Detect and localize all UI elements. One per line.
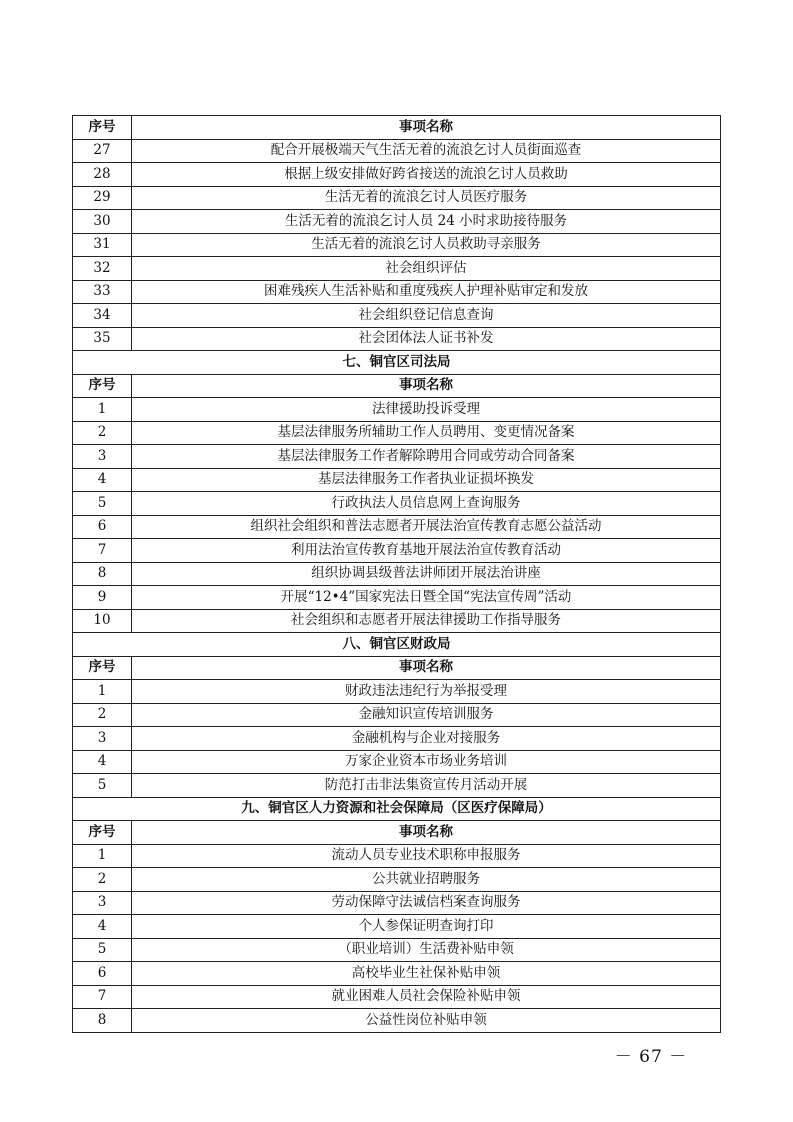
row-item-name: 利用法治宣传教育基地开展法治宣传教育活动: [132, 539, 721, 563]
row-number: 5: [73, 774, 132, 798]
services-table-body: [73, 116, 721, 1033]
row-item-name: 法律援助投诉受理: [132, 398, 721, 422]
table-row: [73, 774, 721, 798]
section-title: 七、铜官区司法局: [73, 351, 721, 375]
row-number: 27: [73, 139, 132, 163]
table-row: [73, 891, 721, 915]
row-item-name: 财政违法违纪行为举报受理: [132, 680, 721, 704]
row-item-name: 社会团体法人证书补发: [132, 327, 721, 351]
row-number: 6: [73, 515, 132, 539]
header-no: 序号: [73, 116, 132, 140]
table-row: [73, 727, 721, 751]
row-item-name: 万家企业资本市场业务培训: [132, 750, 721, 774]
row-number: 7: [73, 985, 132, 1009]
row-item-name: 就业困难人员社会保险补贴申领: [132, 985, 721, 1009]
row-item-name: 金融知识宣传培训服务: [132, 703, 721, 727]
header-name: 事项名称: [132, 656, 721, 680]
header-no: 序号: [73, 374, 132, 398]
row-item-name: 生活无着的流浪乞讨人员救助寻亲服务: [132, 233, 721, 257]
row-item-name: 配合开展极端天气生活无着的流浪乞讨人员街面巡查: [132, 139, 721, 163]
section-title-row: [73, 797, 721, 821]
section-title-row: [73, 351, 721, 375]
row-number: 7: [73, 539, 132, 563]
row-item-name: 流动人员专业技术职称申报服务: [132, 844, 721, 868]
table-row: [73, 868, 721, 892]
row-number: 32: [73, 257, 132, 281]
row-item-name: 困难残疾人生活补贴和重度残疾人护理补贴审定和发放: [132, 280, 721, 304]
row-number: 8: [73, 562, 132, 586]
table-row: [73, 844, 721, 868]
table-row: [73, 163, 721, 187]
row-number: 4: [73, 468, 132, 492]
row-item-name: 社会组织和志愿者开展法律援助工作指导服务: [132, 609, 721, 633]
table-row: [73, 703, 721, 727]
table-row: [73, 609, 721, 633]
row-number: 4: [73, 750, 132, 774]
table-row: [73, 398, 721, 422]
row-number: 1: [73, 844, 132, 868]
services-table: [72, 115, 721, 1033]
row-item-name: 根据上级安排做好跨省接送的流浪乞讨人员救助: [132, 163, 721, 187]
table-row: [73, 257, 721, 281]
row-number: 4: [73, 915, 132, 939]
row-item-name: 金融机构与企业对接服务: [132, 727, 721, 751]
table-row: [73, 750, 721, 774]
row-number: 35: [73, 327, 132, 351]
table-row: [73, 915, 721, 939]
section-title: 九、铜官区人力资源和社会保障局（区医疗保障局）: [73, 797, 721, 821]
table-row: [73, 680, 721, 704]
header-no: 序号: [73, 821, 132, 845]
table-row: [73, 985, 721, 1009]
row-number: 6: [73, 962, 132, 986]
table-row: [73, 562, 721, 586]
table-row: [73, 327, 721, 351]
section-title-row: [73, 633, 721, 657]
row-number: 33: [73, 280, 132, 304]
table-row: [73, 445, 721, 469]
services-table-container: [72, 115, 721, 1033]
table-row: [73, 233, 721, 257]
header-name: 事项名称: [132, 116, 721, 140]
header-no: 序号: [73, 656, 132, 680]
row-number: 9: [73, 586, 132, 610]
header-name: 事项名称: [132, 821, 721, 845]
row-number: 3: [73, 445, 132, 469]
section-title: 八、铜官区财政局: [73, 633, 721, 657]
row-item-name: 社会组织登记信息查询: [132, 304, 721, 328]
row-number: 2: [73, 421, 132, 445]
table-row: [73, 304, 721, 328]
row-number: 10: [73, 609, 132, 633]
table-row: [73, 586, 721, 610]
table-row: [73, 539, 721, 563]
table-row: [73, 492, 721, 516]
row-number: 34: [73, 304, 132, 328]
row-item-name: 基层法律服务工作者解除聘用合同或劳动合同备案: [132, 445, 721, 469]
table-header-row: [73, 821, 721, 845]
row-item-name: 公益性岗位补贴申领: [132, 1009, 721, 1033]
row-item-name: 组织协调县级普法讲师团开展法治讲座: [132, 562, 721, 586]
row-item-name: 基层法律服务所辅助工作人员聘用、变更情况备案: [132, 421, 721, 445]
row-number: 31: [73, 233, 132, 257]
table-row: [73, 280, 721, 304]
table-row: [73, 186, 721, 210]
row-item-name: 行政执法人员信息网上查询服务: [132, 492, 721, 516]
row-number: 5: [73, 938, 132, 962]
row-item-name: 开展“12•4”国家宪法日暨全国“宪法宣传周”活动: [132, 586, 721, 610]
table-row: [73, 938, 721, 962]
row-item-name: 高校毕业生社保补贴申领: [132, 962, 721, 986]
row-item-name: （职业培训）生活费补贴申领: [132, 938, 721, 962]
row-number: 1: [73, 398, 132, 422]
table-header-row: [73, 656, 721, 680]
row-item-name: 劳动保障守法诚信档案查询服务: [132, 891, 721, 915]
table-row: [73, 515, 721, 539]
row-item-name: 生活无着的流浪乞讨人员医疗服务: [132, 186, 721, 210]
row-number: 3: [73, 727, 132, 751]
table-row: [73, 139, 721, 163]
row-number: 28: [73, 163, 132, 187]
row-item-name: 社会组织评估: [132, 257, 721, 281]
row-number: 8: [73, 1009, 132, 1033]
row-item-name: 个人参保证明查询打印: [132, 915, 721, 939]
row-number: 29: [73, 186, 132, 210]
row-number: 2: [73, 868, 132, 892]
page-number: － 67 －: [614, 1047, 688, 1067]
row-item-name: 防范打击非法集资宣传月活动开展: [132, 774, 721, 798]
row-number: 1: [73, 680, 132, 704]
table-row: [73, 1009, 721, 1033]
header-name: 事项名称: [132, 374, 721, 398]
table-header-row: [73, 116, 721, 140]
row-item-name: 基层法律服务工作者执业证损坏换发: [132, 468, 721, 492]
table-row: [73, 210, 721, 234]
row-item-name: 组织社会组织和普法志愿者开展法治宣传教育志愿公益活动: [132, 515, 721, 539]
table-header-row: [73, 374, 721, 398]
row-number: 2: [73, 703, 132, 727]
row-item-name: 生活无着的流浪乞讨人员 24 小时求助接待服务: [132, 210, 721, 234]
table-row: [73, 468, 721, 492]
row-number: 5: [73, 492, 132, 516]
row-number: 3: [73, 891, 132, 915]
row-item-name: 公共就业招聘服务: [132, 868, 721, 892]
table-row: [73, 962, 721, 986]
row-number: 30: [73, 210, 132, 234]
table-row: [73, 421, 721, 445]
